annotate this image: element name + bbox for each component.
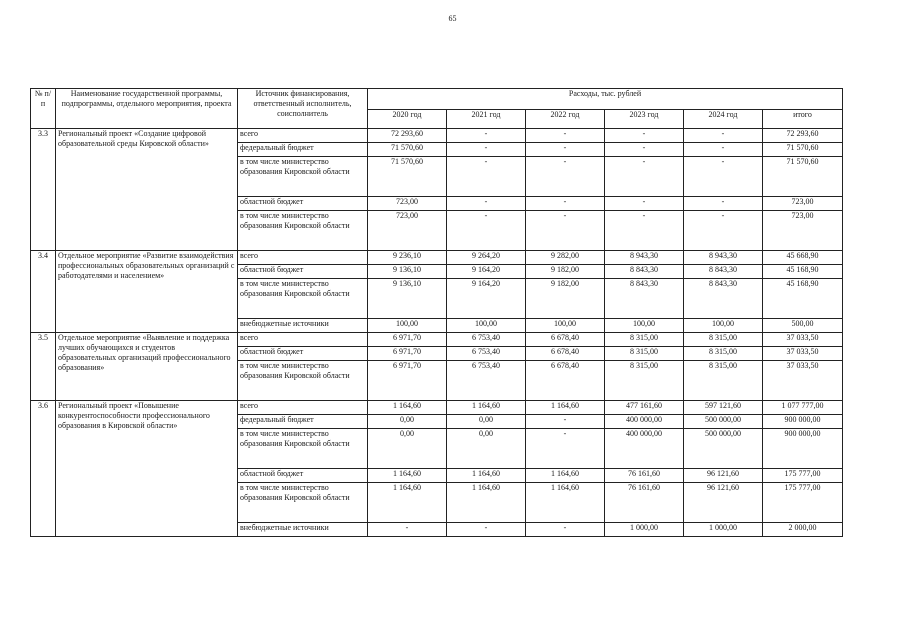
section-number: 3.6 xyxy=(31,401,56,537)
year-value: 9 264,20 xyxy=(447,251,526,265)
year-value: 9 164,20 xyxy=(447,279,526,319)
total-value: 71 570,60 xyxy=(763,157,843,197)
year-value: 76 161,60 xyxy=(605,469,684,483)
year-value: 71 570,60 xyxy=(368,143,447,157)
year-value: - xyxy=(526,429,605,469)
year-value: 100,00 xyxy=(684,319,763,333)
year-value: 71 570,60 xyxy=(368,157,447,197)
table-row xyxy=(31,333,843,347)
total-value: 37 033,50 xyxy=(763,333,843,347)
header-year: 2020 год xyxy=(368,110,447,129)
year-value: 76 161,60 xyxy=(605,483,684,523)
year-value: 6 678,40 xyxy=(526,361,605,401)
total-value: 900 000,00 xyxy=(763,429,843,469)
year-value: 0,00 xyxy=(368,429,447,469)
funding-source: внебюджетные источники xyxy=(238,319,368,333)
year-value: - xyxy=(605,129,684,143)
year-value: - xyxy=(684,157,763,197)
year-value: 1 164,60 xyxy=(368,401,447,415)
year-value: 100,00 xyxy=(605,319,684,333)
year-value: 8 843,30 xyxy=(605,265,684,279)
total-value: 2 000,00 xyxy=(763,523,843,537)
header-year: 2023 год xyxy=(605,110,684,129)
year-value: 6 971,70 xyxy=(368,333,447,347)
year-value: 8 315,00 xyxy=(684,333,763,347)
year-value: - xyxy=(447,157,526,197)
year-value: - xyxy=(684,129,763,143)
funding-source: федеральный бюджет xyxy=(238,415,368,429)
year-value: 8 315,00 xyxy=(605,361,684,401)
funding-source: областной бюджет xyxy=(238,469,368,483)
total-value: 37 033,50 xyxy=(763,361,843,401)
year-value: 6 971,70 xyxy=(368,347,447,361)
header-num: № п/п xyxy=(31,89,56,129)
header-year: 2021 год xyxy=(447,110,526,129)
year-value: - xyxy=(526,197,605,211)
year-value: - xyxy=(526,523,605,537)
year-value: 6 971,70 xyxy=(368,361,447,401)
year-value: 8 943,30 xyxy=(684,251,763,265)
year-value: 6 753,40 xyxy=(447,347,526,361)
funding-source: областной бюджет xyxy=(238,197,368,211)
year-value: 100,00 xyxy=(447,319,526,333)
year-value: 1 000,00 xyxy=(605,523,684,537)
year-value: 0,00 xyxy=(368,415,447,429)
year-value: 9 182,00 xyxy=(526,279,605,319)
year-value: 0,00 xyxy=(447,429,526,469)
table-row xyxy=(31,251,843,265)
table-row xyxy=(31,401,843,415)
year-value: 8 315,00 xyxy=(605,333,684,347)
year-value: - xyxy=(605,211,684,251)
year-value: - xyxy=(526,415,605,429)
year-value: 400 000,00 xyxy=(605,429,684,469)
total-value: 71 570,60 xyxy=(763,143,843,157)
funding-source: в том числе министерство образования Кировской области xyxy=(238,157,368,197)
year-value: - xyxy=(605,197,684,211)
section-name: Региональный проект «Создание цифровой образовательной среды Кировской области» xyxy=(56,129,238,251)
section-name: Отдельное мероприятие «Развитие взаимодействия профессиональных образовательных организаций с работодателями и населением» xyxy=(56,251,238,333)
year-value: 8 315,00 xyxy=(605,347,684,361)
year-value: 100,00 xyxy=(526,319,605,333)
year-value: 477 161,60 xyxy=(605,401,684,415)
total-value: 45 168,90 xyxy=(763,279,843,319)
year-value: 6 678,40 xyxy=(526,347,605,361)
year-value: 6 753,40 xyxy=(447,333,526,347)
year-value: 1 164,60 xyxy=(526,401,605,415)
header-expenses: Расходы, тыс. рублей xyxy=(368,89,843,110)
year-value: - xyxy=(684,211,763,251)
total-value: 900 000,00 xyxy=(763,415,843,429)
year-value: - xyxy=(684,143,763,157)
year-value: - xyxy=(526,211,605,251)
total-value: 175 777,00 xyxy=(763,469,843,483)
total-value: 45 668,90 xyxy=(763,251,843,265)
funding-source: областной бюджет xyxy=(238,265,368,279)
funding-source: в том числе министерство образования Кировской области xyxy=(238,211,368,251)
year-value: 1 164,60 xyxy=(526,469,605,483)
header-year: 2024 год xyxy=(684,110,763,129)
section-name: Региональный проект «Повышение конкурентоспособности профессионального образования в Кировской области» xyxy=(56,401,238,537)
year-value: 72 293,60 xyxy=(368,129,447,143)
section-number: 3.4 xyxy=(31,251,56,333)
year-value: 1 000,00 xyxy=(684,523,763,537)
year-value: 500 000,00 xyxy=(684,429,763,469)
header-total: итого xyxy=(763,110,843,129)
year-value: 1 164,60 xyxy=(526,483,605,523)
year-value: 8 843,30 xyxy=(605,279,684,319)
year-value: 6 678,40 xyxy=(526,333,605,347)
year-value: 8 943,30 xyxy=(605,251,684,265)
year-value: 9 236,10 xyxy=(368,251,447,265)
year-value: 1 164,60 xyxy=(447,483,526,523)
year-value: 1 164,60 xyxy=(368,483,447,523)
section-name: Отдельное мероприятие «Выявление и поддержка лучших обучающихся и студентов образовательных организаций профессионального образования» xyxy=(56,333,238,401)
header-source: Источник финансирования, ответственный исполнитель, соисполнитель xyxy=(238,89,368,129)
funding-source: всего xyxy=(238,251,368,265)
year-value: 8 843,30 xyxy=(684,265,763,279)
year-value: 8 315,00 xyxy=(684,361,763,401)
year-value: - xyxy=(447,129,526,143)
total-value: 723,00 xyxy=(763,211,843,251)
year-value: - xyxy=(447,523,526,537)
total-value: 723,00 xyxy=(763,197,843,211)
year-value: 723,00 xyxy=(368,211,447,251)
funding-source: областной бюджет xyxy=(238,347,368,361)
year-value: - xyxy=(605,157,684,197)
table-row xyxy=(31,129,843,143)
year-value: 400 000,00 xyxy=(605,415,684,429)
funding-source: всего xyxy=(238,129,368,143)
year-value: - xyxy=(526,157,605,197)
budget-table xyxy=(30,88,843,537)
total-value: 1 077 777,00 xyxy=(763,401,843,415)
year-value: 597 121,60 xyxy=(684,401,763,415)
funding-source: в том числе министерство образования Кировской области xyxy=(238,483,368,523)
year-value: 9 282,00 xyxy=(526,251,605,265)
page-number: 65 xyxy=(448,14,457,23)
funding-source: федеральный бюджет xyxy=(238,143,368,157)
total-value: 45 168,90 xyxy=(763,265,843,279)
total-value: 175 777,00 xyxy=(763,483,843,523)
year-value: 500 000,00 xyxy=(684,415,763,429)
year-value: 9 164,20 xyxy=(447,265,526,279)
year-value: - xyxy=(447,211,526,251)
year-value: 1 164,60 xyxy=(447,401,526,415)
year-value: 8 315,00 xyxy=(684,347,763,361)
year-value: 9 136,10 xyxy=(368,279,447,319)
section-number: 3.3 xyxy=(31,129,56,251)
year-value: 8 843,30 xyxy=(684,279,763,319)
funding-source: в том числе министерство образования Кировской области xyxy=(238,279,368,319)
year-value: - xyxy=(526,129,605,143)
year-value: 9 136,10 xyxy=(368,265,447,279)
total-value: 37 033,50 xyxy=(763,347,843,361)
year-value: - xyxy=(684,197,763,211)
header-row xyxy=(31,89,843,110)
year-value: 6 753,40 xyxy=(447,361,526,401)
total-value: 500,00 xyxy=(763,319,843,333)
year-value: 0,00 xyxy=(447,415,526,429)
funding-source: в том числе министерство образования Кировской области xyxy=(238,361,368,401)
year-value: 9 182,00 xyxy=(526,265,605,279)
funding-source: внебюджетные источники xyxy=(238,523,368,537)
section-number: 3.5 xyxy=(31,333,56,401)
year-value: 1 164,60 xyxy=(447,469,526,483)
year-value: 96 121,60 xyxy=(684,469,763,483)
header-name: Наименование государственной программы, подпрограммы, отдельного мероприятия, проекта xyxy=(56,89,238,129)
year-value: - xyxy=(368,523,447,537)
year-value: - xyxy=(447,143,526,157)
year-value: 723,00 xyxy=(368,197,447,211)
total-value: 72 293,60 xyxy=(763,129,843,143)
year-value: 96 121,60 xyxy=(684,483,763,523)
funding-source: всего xyxy=(238,401,368,415)
year-value: 100,00 xyxy=(368,319,447,333)
year-value: 1 164,60 xyxy=(368,469,447,483)
funding-source: всего xyxy=(238,333,368,347)
header-year: 2022 год xyxy=(526,110,605,129)
funding-source: в том числе министерство образования Кировской области xyxy=(238,429,368,469)
year-value: - xyxy=(605,143,684,157)
year-value: - xyxy=(526,143,605,157)
year-value: - xyxy=(447,197,526,211)
